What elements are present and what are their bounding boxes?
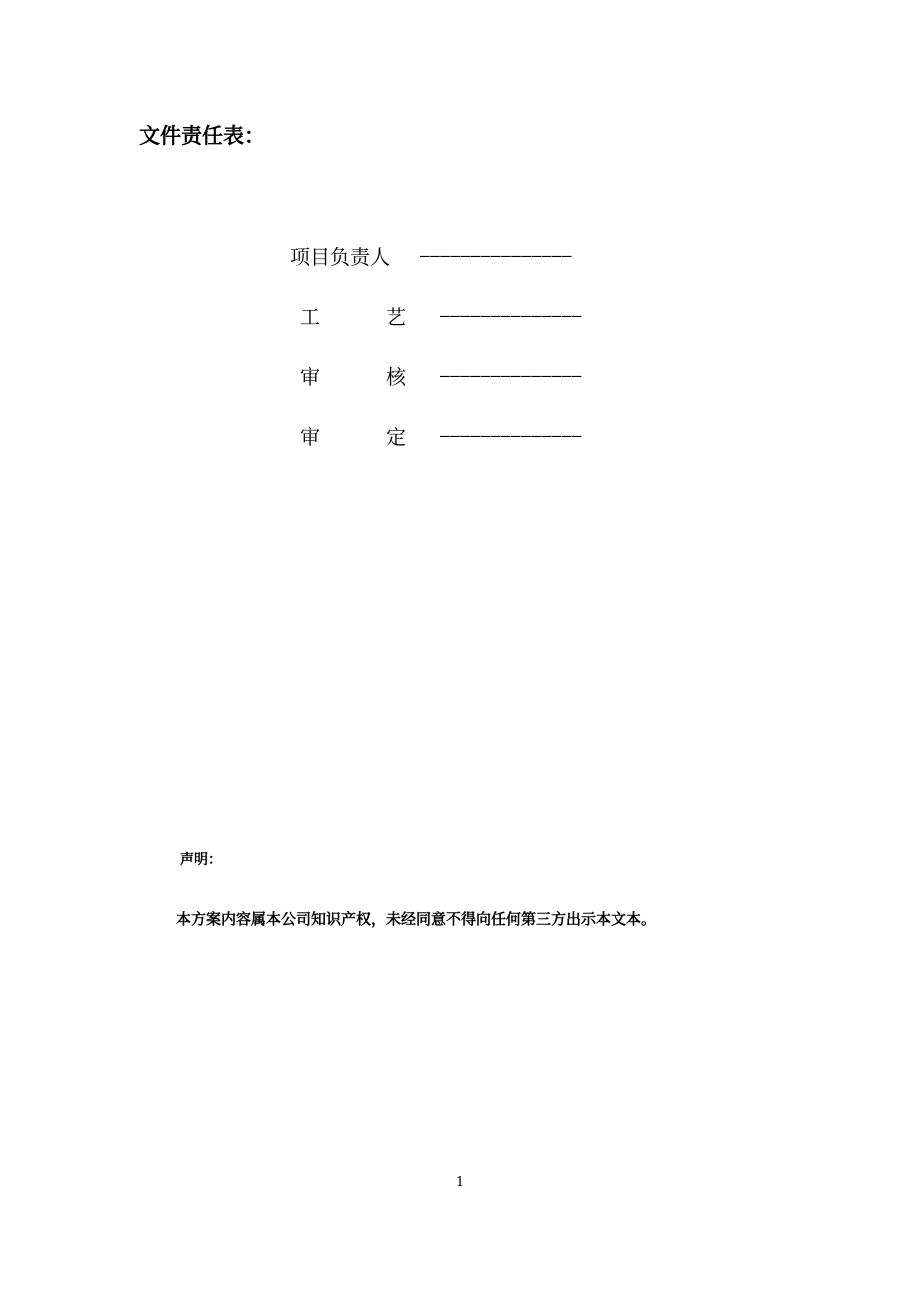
label-project-lead: 项目负责人 [290,245,390,269]
row-project-lead [290,243,630,273]
row-process [290,303,630,333]
label-approval-char2: 定 [386,425,406,449]
signature-line-approval: —————————————— [440,426,582,445]
statement-heading: 声明： [180,852,222,868]
signature-line-process: —————————————— [440,306,582,325]
row-review [290,363,630,393]
label-review-char2: 核 [386,365,406,389]
signature-line-review: —————————————— [440,366,582,385]
page-number: 1 [455,1175,465,1190]
label-review-char1: 审 [300,365,320,389]
label-process-char2: 艺 [386,305,406,329]
document-title: 文件责任表： [139,124,265,148]
signature-line-project-lead: ——————————————— [420,246,572,265]
statement-text: 本方案内容属本公司知识产权，未经同意不得向任何第三方出示本文本。 [176,910,657,928]
label-approval-char1: 审 [300,425,320,449]
label-process-char1: 工 [300,305,320,329]
row-approval [290,423,630,453]
